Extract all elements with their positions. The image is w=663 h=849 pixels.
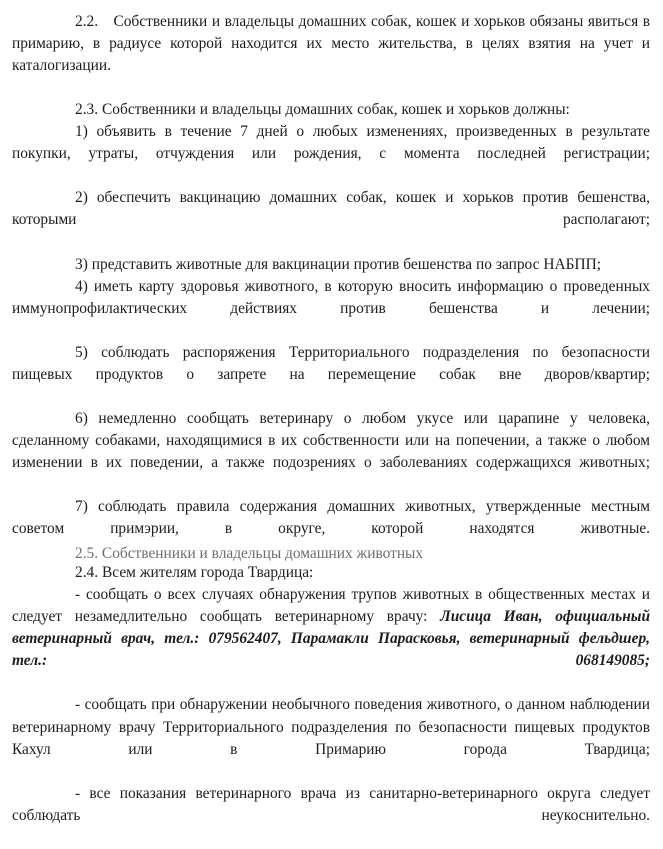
paragraph-clause-2-3-item-3: 3) представить животные для вакцинации против бешенства по запрос НАБПП; (75, 255, 601, 273)
clipped-bottom-line-text: 2.5. Собственники и владельцы домашних животных (75, 545, 424, 562)
paragraph-clause-2-3-item-7: 7) соблюдать правила содержания домашних животных, утвержденные местным советом примэрии, в округе, которой находятся животные. (12, 498, 650, 538)
clipped-bottom-line (12, 543, 650, 562)
paragraph-clause-2-3-item-4: 4) иметь карту здоровья животного, в которую вносить информацию о проведенных иммунопрофилактических действиях против бешенства и лечении; (12, 277, 650, 317)
paragraph-clause-2-3-item-1: 1) объявить в течение 7 дней о любых изменениях, произведенных в результате покупки, утраты, отчуждения или рождения, с момента последней регистрации; (12, 123, 650, 163)
veterinarian-contacts-emphasis: Лисица Иван, официальный ветеринарный врач, тел.: 079562407, Парамакли Парасковья, ветеринарный фельдшер, тел.: 068149085; (12, 608, 650, 670)
paragraph-clause-2-2: 2.2. Собственники и владельцы домашних собак, кошек и хорьков обязаны явиться в примарию, в радиусе которой находится их место жительства, в целях взятия на учет и каталогизации. (12, 13, 650, 75)
paragraph-clause-2-4-item-1 (12, 584, 650, 694)
paragraph-clause-2-4: 2.4. Всем жителям города Твардица: (75, 564, 314, 582)
clause-2-4-item-1-lead: - сообщать о всех случаях обнаружения трупов животных в общественных местах и следует незамедлительно сообщать ветеринарному врачу: (12, 586, 650, 626)
paragraph-clause-2-3-item-2: 2) обеспечить вакцинацию домашних собак, кошек и хорьков против бешенства, которыми располагают; (12, 189, 650, 229)
paragraph-clause-2-4-item-3: - все показания ветеринарного врача из санитарно-ветеринарного округа следует соблюдать неукоснительно. (12, 784, 650, 824)
paragraph-clause-2-4-item-2: - сообщать при обнаружении необычного поведения животного, о данном наблюдении ветеринарному врачу Территориального подразделения по безопасности пищевых продуктов Кахул или в Примарию города Твардица; (12, 696, 650, 758)
paragraph-clause-2-3: 2.3. Собственники и владельцы домашних собак, кошек и хорьков должны: (75, 101, 570, 119)
document-body (12, 11, 650, 849)
paragraph-clause-2-3-item-5: 5) соблюдать распоряжения Территориального подразделения по безопасности пищевых продуктов о запрете на перемещение собак вне дворов/квартир; (12, 343, 650, 383)
paragraph-clause-2-3-item-6: 6) немедленно сообщать ветеринару о любом укусе или царапине у человека, сделанному собаками, находящимися в их собственности или на попечении, а также о любом изменении в их поведении, а также подозрениях о заболеваниях содержащихся животных; (12, 409, 650, 471)
